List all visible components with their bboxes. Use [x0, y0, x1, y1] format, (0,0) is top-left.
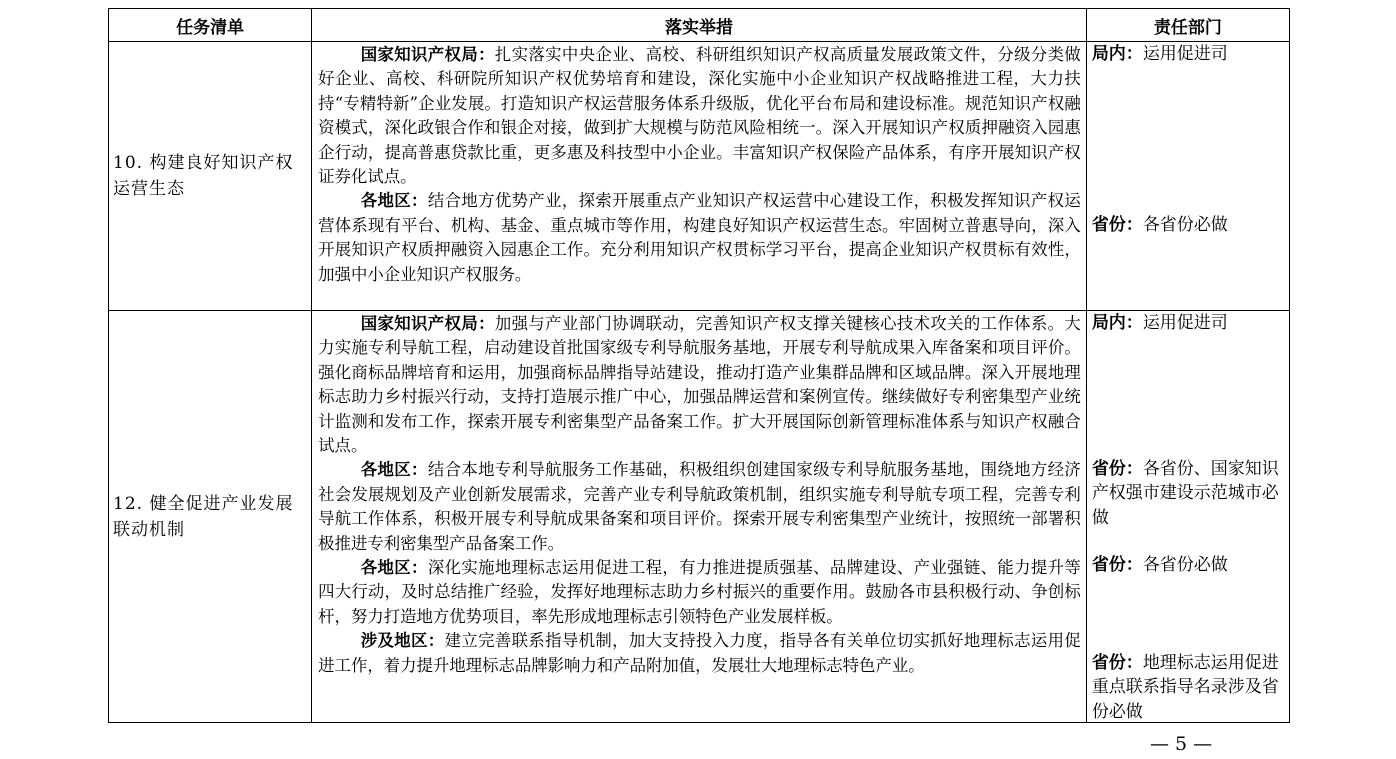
dept-entry: [1092, 651, 1285, 724]
measure-text: 结合地方优势产业，探索开展重点产业知识产权运营中心建设工作，积极发挥知识产权运营体系现有平台、机构、基金、重点城市等作用，构建良好知识产权运营生态。牢固树立普惠导向，深入开展知识产权质押融资入园惠企工作。充分利用知识产权贯标学习平台，提高企业知识产权贯标有效性，加强中小企业知识产权服务。: [318, 191, 1081, 284]
task-cell: 12. 健全促进产业发展联动机制: [109, 311, 312, 723]
dept-label: 省份：: [1091, 215, 1143, 235]
dept-label: 省份：: [1091, 653, 1143, 673]
dept-label: 局内：: [1091, 313, 1143, 333]
measures-cell: [312, 311, 1087, 723]
measure-paragraph: [318, 458, 1081, 556]
measure-label: 各地区：: [360, 460, 428, 480]
table-row: [109, 42, 1290, 311]
measure-paragraph: [318, 312, 1081, 458]
measure-label: 国家知识产权局：: [360, 314, 495, 333]
dept-entry: [1092, 311, 1285, 335]
dept-entry: [1092, 553, 1285, 577]
dept-text: 各省份、国家知识产权强市建设示范城市必做: [1091, 459, 1279, 528]
task-cell: 10. 构建良好知识产权运营生态: [109, 42, 312, 311]
measure-paragraph: [318, 189, 1081, 287]
measure-label: 各地区：: [360, 558, 428, 578]
measure-paragraph: [318, 556, 1081, 629]
measure-text: 加强与产业部门协调联动，完善知识产权支撑关键核心技术攻关的工作体系。大力实施专利导航工程，启动建设首批国家级专利导航服务基地，开展专利导航成果入库备案和项目评价。强化商标品牌培育和运用，加强商标品牌指导站建设，推动打造产业集群品牌和区域品牌。深入开展地理标志助力乡村振兴行动，支持打造展示推广中心，加强品牌运营和案例宣传。继续做好专利密集型产业统计监测和发布工作，探索开展专利密集型产品备案工作。扩大开展国际创新管理标准体系与知识产权融合试点。: [318, 314, 1081, 456]
header-task-list: 任务清单: [109, 9, 312, 42]
dept-text: 地理标志运用促进重点联系指导名录涉及省份必做: [1091, 653, 1279, 722]
measure-paragraph: [318, 629, 1081, 678]
header-measures: 落实举措: [312, 9, 1087, 42]
dept-label: 局内：: [1091, 44, 1143, 64]
dept-label: 省份：: [1091, 555, 1143, 575]
dept-cell: [1086, 311, 1289, 723]
measure-paragraph: [318, 43, 1081, 189]
dept-text: 运用促进司: [1142, 313, 1228, 333]
measure-label: 各地区：: [360, 191, 428, 211]
dept-text: 各省份必做: [1142, 555, 1228, 575]
dept-label: 省份：: [1091, 459, 1143, 479]
measure-label: 国家知识产权局：: [360, 45, 495, 64]
task-table: [108, 8, 1290, 723]
table-row: [109, 311, 1290, 723]
measures-cell: [312, 42, 1087, 311]
dept-cell: [1086, 42, 1289, 311]
dept-text: 各省份必做: [1142, 215, 1228, 235]
measure-text: 建立完善联系指导机制，加大支持投入力度，指导各有关单位切实抓好地理标志运用促进工作，着力提升地理标志品牌影响力和产品附加值，发展壮大地理标志特色产业。: [318, 631, 1081, 675]
measure-text: 扎实落实中央企业、高校、科研组织知识产权高质量发展政策文件，分级分类做好企业、高校、科研院所知识产权优势培育和建设，深化实施中小企业知识产权战略推进工程，大力扶持“专精特新”企业发展。打造知识产权运营服务体系升级版，优化平台布局和建设标准。规范知识产权融资模式，深化政银合作和银企对接，做到扩大规模与防范风险相统一。深入开展知识产权质押融资入园惠企行动，提高普惠贷款比重，更多惠及科技型中小企业。丰富知识产权保险产品体系，有序开展知识产权证券化试点。: [318, 45, 1081, 187]
dept-text: 运用促进司: [1142, 44, 1228, 64]
measure-text: 结合本地专利导航服务工作基础，积极组织创建国家级专利导航服务基地，围绕地方经济社会发展规划及产业创新发展需求，完善产业专利导航政策机制，组织实施专利导航专项工程，完善专利导航工作体系，积极开展专利导航成果备案和项目评价。探索开展专利密集型产业统计，按照统一部署积极推进专利密集型产品备案工作。: [318, 460, 1081, 553]
measure-text: 深化实施地理标志运用促进工程，有力推进提质强基、品牌建设、产业强链、能力提升等四大行动，及时总结推广经验，发挥好地理标志助力乡村振兴的重要作用。鼓励各市县积极行动、争创标杆，努力打造地方优势项目，率先形成地理标志引领特色产业发展样板。: [318, 558, 1081, 626]
dept-entry: [1092, 457, 1285, 530]
dept-entry: [1092, 213, 1285, 237]
measure-label: 涉及地区：: [360, 631, 445, 651]
page-number: — 5 —: [1150, 733, 1213, 755]
table-header-row: [109, 9, 1290, 42]
header-responsible-dept: 责任部门: [1086, 9, 1289, 42]
dept-entry: [1092, 42, 1285, 66]
